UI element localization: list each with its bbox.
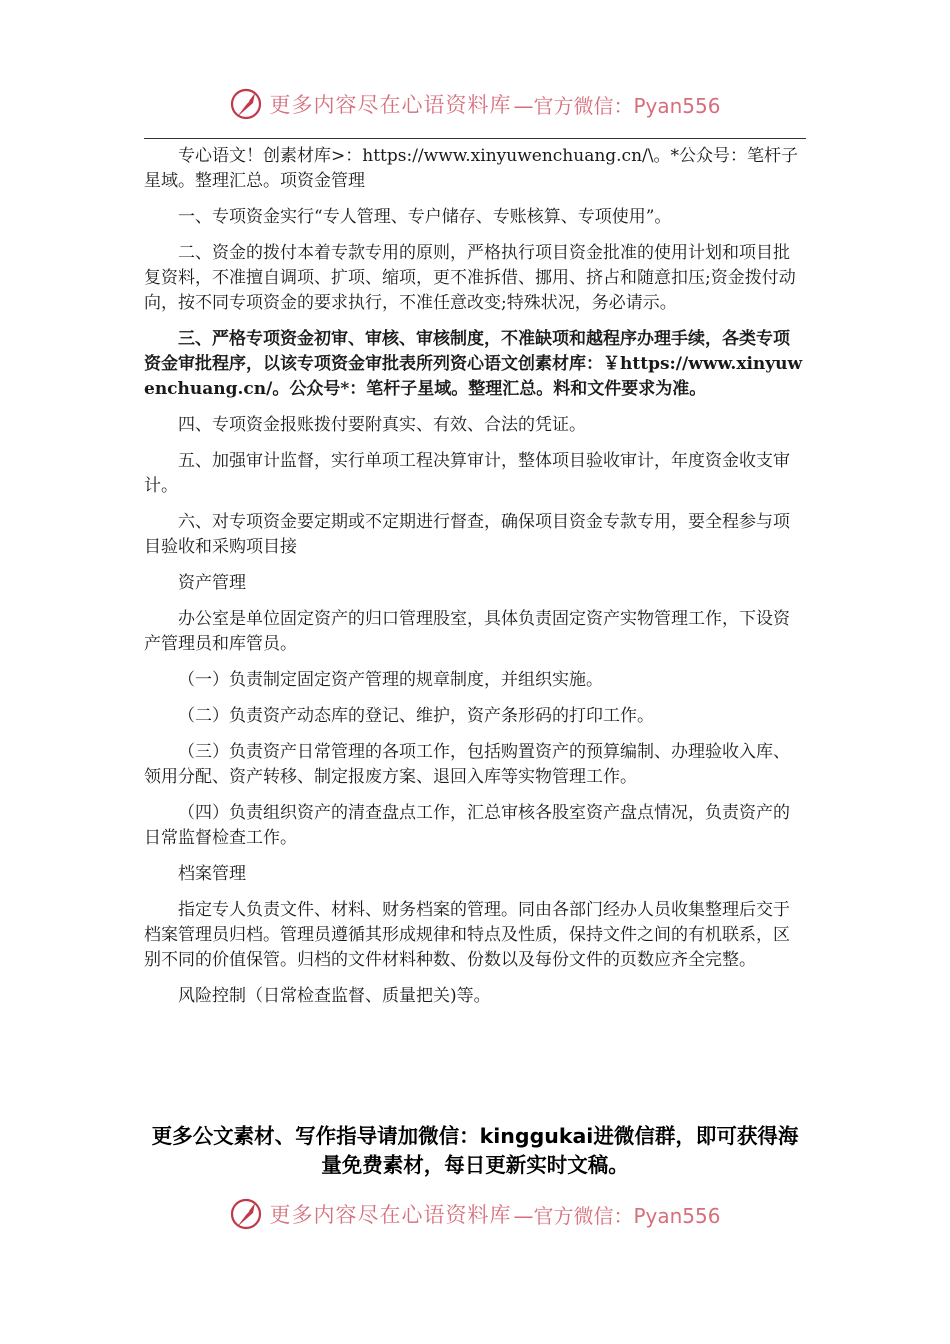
footer-banner: [0, 1194, 950, 1234]
footer-wechat: —官方微信：Pyan556: [513, 1203, 721, 1228]
header-banner: [0, 84, 950, 124]
paragraph-5: 五、加强审计监督，实行单项工程决算审计，整体项目验收审计，年度资金收支审计。: [144, 451, 790, 496]
paragraph-assets-3: （三）负责资产日常管理的各项工作，包括购置资产的预算编制、办理验收入库、领用分配、资产转移、制定报废方案、退回入库等实物管理工作。: [144, 742, 790, 787]
header-wechat: —官方微信：Pyan556: [513, 93, 721, 118]
paragraph-3: 三、严格专项资金初审、审核、审核制度，不准缺项和越程序办理手续，各类专项资金审批程序，以该专项资金审批表所列资心语文创素材库：￥https://www.xinyuwenchuang.cn/。公众号*：笔杆子星域。整理汇总。料和文件要求为准。: [144, 329, 803, 399]
paragraph-archives: 指定专人负责文件、材料、财务档案的管理。同由各部门经办人员收集整理后交于档案管理员归档。管理员遵循其形成规律和特点及性质，保持文件之间的有机联系，区别不同的价值保管。归档的文件材料种数、份数以及每份文件的页数应齐全完整。: [144, 900, 790, 970]
section-heading-assets: 资产管理: [178, 573, 246, 593]
promo-text: 更多公文素材、写作指导请加微信：kinggukai进微信群，即可获得海量免费素材，每日更新实时文稿。: [151, 1124, 799, 1177]
paragraph-4: 四、专项资金报账拨付要附真实、有效、合法的凭证。: [178, 415, 586, 435]
paragraph-1: 一、专项资金实行“专人管理、专户储存、专账核算、专项使用”。: [178, 207, 672, 227]
paragraph-6: 六、对专项资金要定期或不定期进行督查，确保项目资金专款专用，要全程参与项目验收和采购项目接: [144, 512, 790, 557]
quill-logo-icon: [229, 1197, 263, 1231]
paragraph-intro: 专心语文！创素材库>：https://www.xinyuwenchuang.cn/\。*公众号：笔杆子星域。整理汇总。项资金管理: [144, 146, 798, 191]
paragraph-assets-1: （一）负责制定固定资产管理的规章制度，并组织实施。: [178, 670, 603, 690]
footer-brand: 更多内容尽在心语资料库: [269, 1203, 512, 1227]
paragraph-assets-2: （二）负责资产动态库的登记、维护，资产条形码的打印工作。: [178, 706, 654, 726]
document-body: [144, 144, 806, 1020]
paragraph-assets-intro: 办公室是单位固定资产的归口管理股室，具体负责固定资产实物管理工作，下设资产管理员和库管员。: [144, 609, 790, 654]
paragraph-2: 二、资金的拨付本着专款专用的原则，严格执行项目资金批准的使用计划和项目批复资料，不准擅自调项、扩项、缩项，更不准拆借、挪用、挤占和随意扣压;资金拨付动向，按不同专项资金的要求执行，不准任意改变;特殊状况，务必请示。: [144, 243, 796, 313]
header-divider: [144, 138, 806, 139]
quill-logo-icon: [229, 87, 263, 121]
paragraph-risk: 风险控制（日常检查监督、质量把关)等。: [178, 986, 491, 1006]
section-heading-archives: 档案管理: [178, 864, 246, 884]
paragraph-assets-4: （四）负责组织资产的清查盘点工作，汇总审核各股室资产盘点情况，负责资产的日常监督检查工作。: [144, 803, 790, 848]
header-brand: 更多内容尽在心语资料库: [269, 93, 512, 117]
